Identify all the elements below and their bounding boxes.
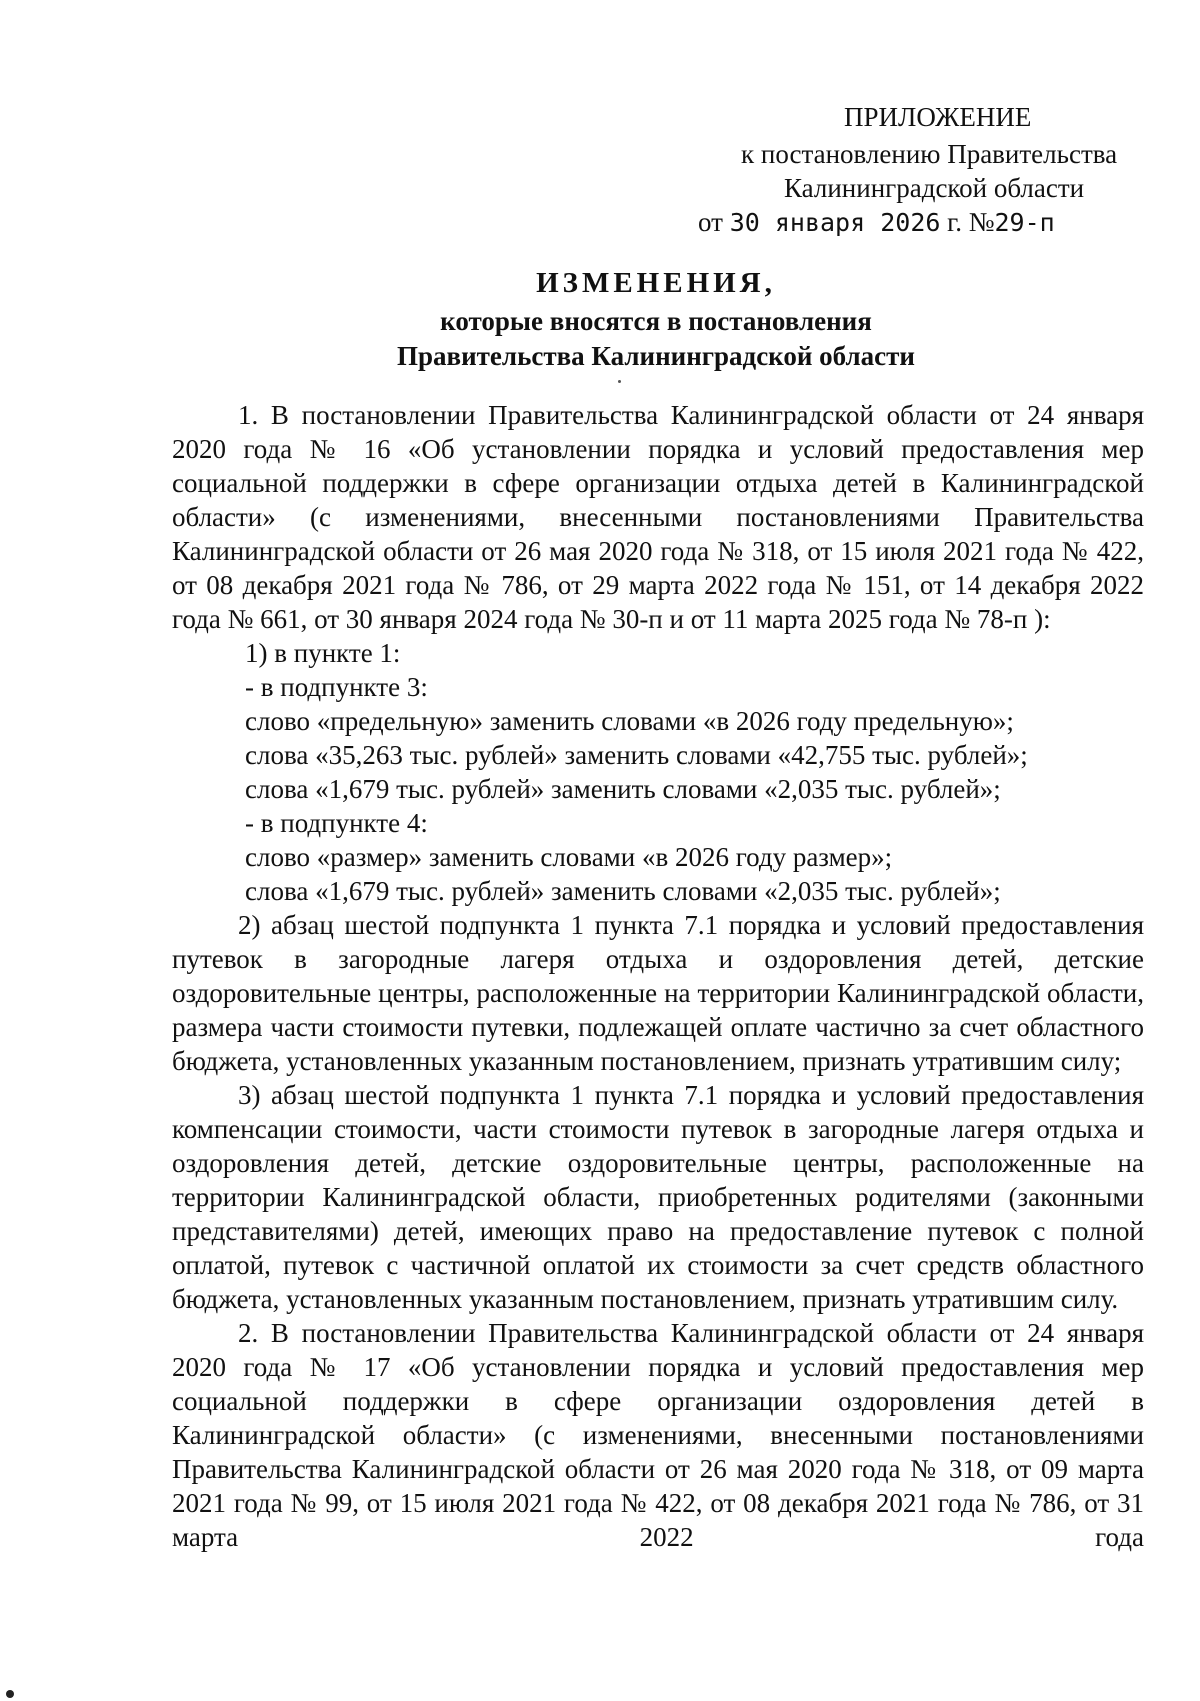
date-prefix: от	[698, 207, 723, 237]
scan-edge-mark	[6, 1690, 14, 1698]
change-line: слова «35,263 тыс. рублей» заменить словами «42,755 тыс. рублей»;	[245, 740, 1028, 770]
item-1-1: 1) в пункте 1:	[245, 638, 401, 668]
change-line: слово «размер» заменить словами «в 2026 году размер»;	[245, 842, 893, 872]
change-line: слово «предельную» заменить словами «в 2026 году предельную»;	[245, 706, 1014, 736]
paragraph-1: 1. В постановлении Правительства Калининградской области от 24 января 2020 года № 16 «Об установлении порядка и условий предоставления мер социальной поддержки в сфере организации отдыха детей в Калининградской области» (с изменениями, внесенными постановлениями Правительства Калининградской области от 26 мая 2020 года № 318, от 15 июля 2021 года № 422, от 08 декабря 2021 года № 786, от 29 марта 2022 года № 151, от 14 декабря 2022 года № 661, от 30 января 2024 года № 30-п и от 11 марта 2025 года № 78-п ):	[172, 400, 1144, 634]
scan-speck	[618, 380, 621, 383]
document-title: ИЗМЕНЕНИЯ,	[536, 267, 776, 299]
paragraph-2: 2. В постановлении Правительства Калининградской области от 24 января 2020 года № 17 «Об установлении порядка и условий предоставления мер социальной поддержки в сфере организации оздоровления детей в Калининградской области» (с изменениями, внесенными постановлениями Правительства Калининградской области от 26 мая 2020 года № 318, от 09 марта 2021 года № 99, от 15 июля 2021 года № 422, от 08 декабря 2021 года № 786, от 31 марта 2022 года	[172, 1318, 1144, 1552]
appendix-to-resolution: к постановлению Правительства	[741, 139, 1118, 169]
date-handwritten: 30 января 2026	[729, 208, 941, 237]
number-handwritten: 29-п	[994, 208, 1055, 237]
appendix-region: Калининградской области	[784, 173, 1085, 203]
item-1-2: 2) абзац шестой подпункта 1 пункта 7.1 порядка и условий предоставления путевок в загородные лагеря отдыха и оздоровления детей, детские оздоровительные центры, расположенные на территории Калининградской области, размера части стоимости путевки, подлежащей оплате частично за счет областного бюджета, установленных указанным постановлением, признать утратившим силу;	[172, 910, 1144, 1076]
subitem-3: - в подпункте 3:	[245, 672, 428, 702]
number-label: г. №	[947, 207, 995, 237]
appendix-label: ПРИЛОЖЕНИЕ	[844, 102, 1032, 132]
subitem-4: - в подпункте 4:	[245, 808, 428, 838]
document-subtitle-2: Правительства Калининградской области	[397, 341, 915, 371]
document-body	[172, 398, 1144, 1554]
appendix-date-line	[698, 207, 1055, 238]
change-line: слова «1,679 тыс. рублей» заменить словами «2,035 тыс. рублей»;	[245, 774, 1001, 804]
document-subtitle-1: которые вносятся в постановления	[440, 306, 872, 336]
change-line: слова «1,679 тыс. рублей» заменить словами «2,035 тыс. рублей»;	[245, 876, 1001, 906]
item-1-3: 3) абзац шестой подпункта 1 пункта 7.1 порядка и условий предоставления компенсации стоимости, части стоимости путевок в загородные лагеря отдыха и оздоровления детей, детские оздоровительные центры, расположенные на территории Калининградской области, приобретенных родителями (законными представителями) детей, имеющих право на предоставление путевок с полной оплатой, путевок с частичной оплатой их стоимости за счет средств областного бюджета, установленных указанным постановлением, признать утратившим силу.	[172, 1080, 1144, 1314]
